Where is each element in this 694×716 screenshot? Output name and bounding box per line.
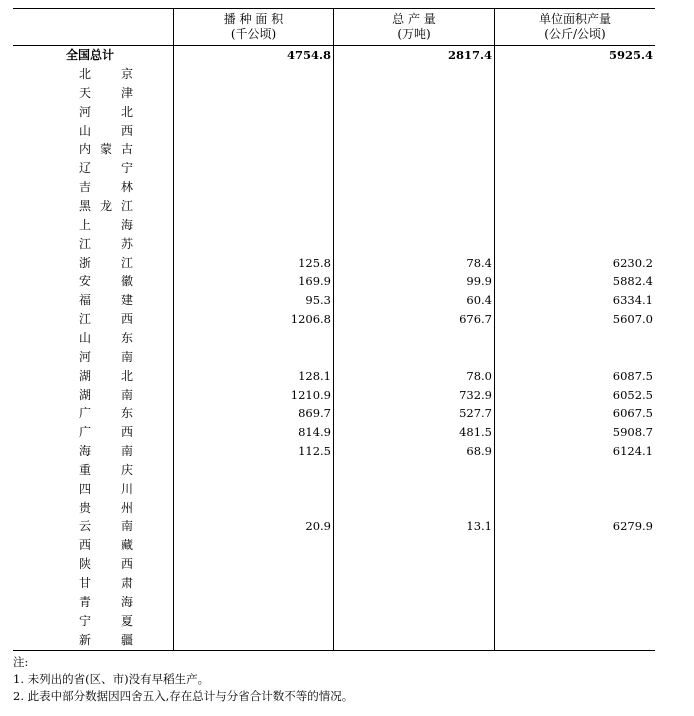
province-name-char: 北	[79, 67, 92, 81]
sown-area-cell: 125.8	[298, 255, 331, 270]
province-name-char: 甘	[79, 576, 92, 590]
total-output-cell: 78.0	[466, 368, 492, 383]
table-row	[13, 574, 655, 593]
yield-cell: 6279.9	[612, 519, 653, 534]
province-name-char: 北	[120, 104, 133, 119]
province-name-char: 西	[120, 312, 133, 327]
yield-cell: 6124.1	[612, 444, 653, 458]
header-unit: (千公顷)	[230, 27, 277, 41]
table-row	[13, 612, 655, 631]
yield-cell: 6230.2	[612, 255, 653, 270]
header-unit: (公斤/公顷)	[544, 27, 606, 41]
province-name-char: 西	[120, 557, 133, 572]
table-row	[13, 442, 655, 461]
header-title: 播 种 面 积	[223, 12, 284, 26]
province-name-char: 山	[79, 330, 92, 345]
province-name-char: 广	[79, 406, 92, 421]
province-name-char: 林	[120, 180, 133, 195]
province-name-char: 浙	[79, 255, 92, 270]
province-name-char: 内	[79, 142, 92, 157]
table-row	[13, 140, 655, 159]
sown-area-cell: 95.3	[305, 293, 331, 308]
province-name-char: 江	[120, 255, 133, 270]
table-row	[13, 291, 655, 310]
province-name-char: 宁	[120, 161, 133, 176]
table-row	[13, 65, 655, 84]
total-output-cell: 60.4	[466, 293, 492, 308]
sown-area-cell: 1210.9	[290, 387, 331, 402]
header-yield-per-unit	[495, 12, 655, 44]
header-title: 总 产 量	[392, 12, 436, 26]
province-name-char: 青	[79, 594, 92, 609]
table-row	[13, 499, 655, 518]
province-name-char: 吉	[79, 180, 92, 195]
yield-cell: 6052.5	[612, 387, 653, 402]
province-name-char: 蒙	[100, 142, 113, 157]
table-row	[13, 159, 655, 178]
province-name-char: 新	[79, 632, 92, 647]
province-name-char: 宁	[79, 613, 92, 628]
province-name-char: 海	[79, 444, 92, 458]
province-name-char: 河	[79, 104, 92, 119]
total-output-cell: 676.7	[459, 312, 492, 327]
province-name-char: 云	[79, 519, 92, 534]
table-row	[13, 122, 655, 141]
province-name-char: 南	[120, 349, 133, 364]
province-name-char: 古	[120, 142, 133, 157]
province-name-char: 西	[120, 425, 133, 440]
total-output-cell: 68.9	[466, 444, 492, 458]
province-name-char: 四	[79, 481, 92, 496]
province-name-char: 川	[120, 481, 133, 496]
table-row	[13, 178, 655, 197]
yield-cell: 6067.5	[612, 406, 653, 421]
total-output-cell: 732.9	[459, 387, 492, 402]
sown-area-cell: 169.9	[298, 274, 331, 289]
table-row	[13, 461, 655, 480]
province-name-char: 东	[120, 330, 133, 345]
sown-area-cell: 1206.8	[290, 312, 331, 327]
table-row	[13, 367, 655, 386]
province-name-char: 贵	[79, 500, 92, 515]
total-yield: 5925.4	[608, 48, 653, 62]
total-output-cell: 99.9	[466, 274, 492, 289]
yield-cell: 5908.7	[612, 425, 653, 440]
table-row	[13, 423, 655, 442]
table-row	[13, 235, 655, 254]
province-name-char: 肃	[120, 576, 133, 590]
province-name-char: 安	[79, 274, 92, 289]
province-name-char: 京	[120, 67, 133, 81]
total-output-cell: 527.7	[459, 406, 492, 421]
province-name-char: 龙	[100, 199, 113, 213]
table-row	[13, 517, 655, 536]
table-row	[13, 631, 655, 650]
total-output-cell: 13.1	[466, 519, 492, 534]
sown-area-cell: 112.5	[298, 444, 331, 458]
table-row	[13, 555, 655, 574]
province-name-char: 庆	[120, 462, 133, 477]
yield-cell: 6334.1	[612, 293, 653, 308]
table-row	[13, 103, 655, 122]
province-name-char: 东	[120, 406, 133, 421]
sown-area-cell: 128.1	[298, 368, 331, 383]
header-title: 单位面积产量	[538, 12, 611, 26]
province-name-char: 湖	[79, 387, 92, 402]
province-name-char: 徽	[120, 274, 133, 289]
table-row	[13, 84, 655, 103]
total-output: 2817.4	[447, 48, 492, 62]
province-name-char: 西	[120, 123, 133, 138]
table-row	[13, 329, 655, 348]
note-line: 2. 此表中部分数据因四舍五入,存在总计与分省合计数不等的情况。	[13, 689, 354, 703]
total-output-cell: 78.4	[466, 255, 492, 270]
yield-cell: 5607.0	[612, 312, 653, 327]
province-name-char: 江	[120, 199, 133, 213]
province-name-char: 湖	[79, 368, 92, 383]
table-row	[13, 272, 655, 291]
sown-area-cell: 20.9	[305, 519, 331, 534]
province-name-char: 天	[79, 85, 92, 100]
yield-cell: 6087.5	[612, 368, 653, 383]
province-name-char: 山	[79, 123, 92, 138]
table-top-rule	[13, 8, 655, 9]
province-name-char: 西	[79, 538, 92, 553]
table-row	[13, 404, 655, 423]
province-name-char: 海	[120, 217, 133, 232]
total-label: 全国总计	[66, 48, 115, 62]
province-name-char: 江	[79, 312, 92, 327]
header-total-output	[334, 12, 494, 44]
total-area: 4754.8	[286, 48, 331, 62]
total-row	[13, 46, 655, 65]
sown-area-cell: 869.7	[298, 406, 331, 421]
table-notes	[13, 654, 353, 705]
table-row	[13, 593, 655, 612]
province-name-char: 辽	[79, 161, 92, 176]
table-row	[13, 348, 655, 367]
table-row	[13, 536, 655, 555]
sown-area-cell: 814.9	[298, 425, 331, 440]
notes-heading: 注:	[13, 655, 29, 669]
province-name-char: 南	[120, 519, 133, 534]
province-name-char: 苏	[120, 236, 133, 251]
province-name-char: 重	[79, 462, 92, 477]
table-row	[13, 386, 655, 405]
province-name-char: 福	[79, 293, 92, 308]
province-name-char: 疆	[120, 632, 133, 647]
table-row	[13, 310, 655, 329]
total-output-cell: 481.5	[459, 425, 492, 440]
province-name-char: 藏	[120, 538, 133, 553]
note-line: 1. 未列出的省(区、市)没有早稻生产。	[13, 672, 210, 686]
province-name-char: 南	[120, 387, 133, 402]
yield-cell: 5882.4	[612, 274, 653, 289]
table-row	[13, 197, 655, 216]
province-name-char: 广	[79, 425, 92, 440]
province-name-char: 上	[79, 217, 92, 232]
province-name-char: 陕	[79, 557, 92, 572]
province-name-char: 黑	[79, 199, 92, 213]
header-sown-area	[174, 12, 333, 44]
province-name-char: 州	[120, 500, 133, 515]
header-unit: (万吨)	[397, 27, 431, 41]
province-name-char: 夏	[120, 613, 133, 628]
table-bottom-rule	[13, 650, 655, 651]
province-name-char: 海	[120, 594, 133, 609]
province-name-char: 北	[120, 368, 133, 383]
table-row	[13, 254, 655, 273]
province-name-char: 建	[120, 293, 133, 308]
table-row	[13, 216, 655, 235]
province-name-char: 津	[120, 85, 133, 100]
province-name-char: 南	[120, 444, 133, 458]
province-name-char: 河	[79, 349, 92, 364]
table-row	[13, 480, 655, 499]
province-name-char: 江	[79, 236, 92, 251]
